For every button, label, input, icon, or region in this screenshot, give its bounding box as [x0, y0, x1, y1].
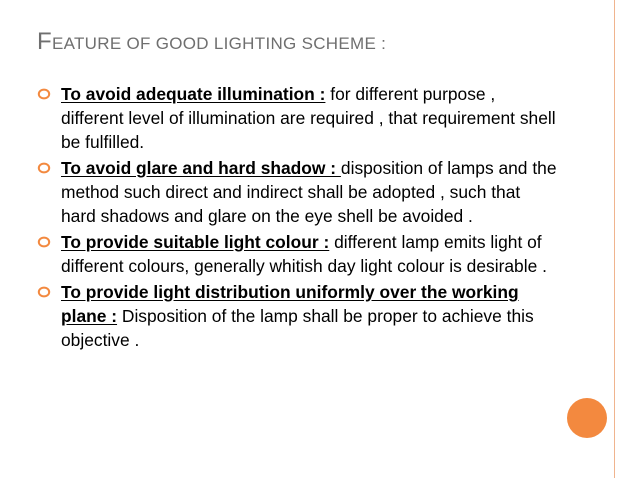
slide-title-initial: F — [37, 28, 52, 55]
bullet-circle-icon — [37, 236, 51, 248]
bullet-text: for different purpose , different level of illumination are required , that requirement shell be fulfilled. — [61, 84, 556, 152]
bullet-item — [37, 230, 557, 278]
bullet-item — [37, 280, 557, 352]
bullet-lead: To avoid adequate illumination : — [61, 84, 326, 104]
bullet-lead: To provide suitable light colour : — [61, 232, 330, 252]
bullet-text: disposition of lamps and the method such direct and indirect shall be adopted , such that hard shadows and glare on the eye shell be avoided . — [61, 158, 557, 226]
orange-circle-decoration — [567, 398, 607, 438]
bullet-circle-icon — [37, 88, 51, 100]
bullet-list — [37, 82, 557, 354]
slide-title-rest: EATURE OF GOOD LIGHTING SCHEME : — [51, 34, 387, 53]
bullet-circle-icon — [37, 162, 51, 174]
bullet-text: different lamp emits light of different colours, generally whitish day light colour is desirable . — [61, 232, 547, 276]
bullet-item — [37, 82, 557, 154]
bullet-circle-icon — [37, 286, 51, 298]
bullet-item — [37, 156, 557, 228]
bullet-lead: To provide light distribution uniformly over the working plane : — [61, 282, 519, 326]
right-edge-rule — [614, 0, 615, 478]
bullet-lead: To avoid glare and hard shadow : — [61, 158, 341, 178]
bullet-text: Disposition of the lamp shall be proper to achieve this objective . — [61, 306, 534, 350]
slide-title — [37, 28, 386, 58]
